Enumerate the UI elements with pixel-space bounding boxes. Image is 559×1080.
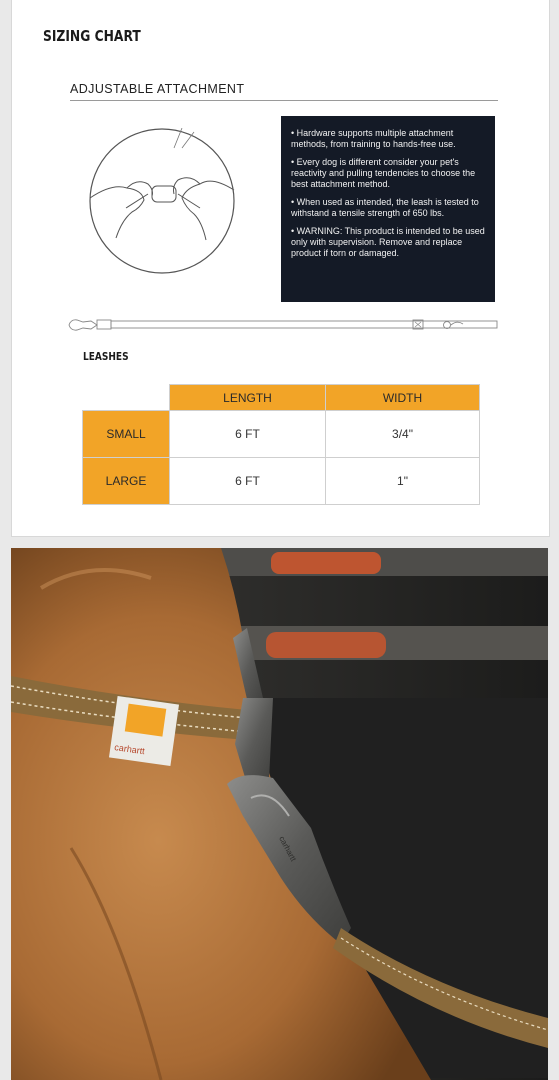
table-corner <box>83 385 170 411</box>
cell-length: 6 FT <box>170 411 326 458</box>
leashes-heading: LEASHES <box>83 350 129 363</box>
row-size-small: SMALL <box>83 411 170 458</box>
info-bullet: • Hardware supports multiple attachment methods, from training to hands-free use. <box>291 128 456 149</box>
sizing-chart-card <box>11 0 550 537</box>
heading-divider <box>70 100 498 101</box>
attachment-heading: ADJUSTABLE ATTACHMENT <box>70 82 245 96</box>
table-header-row <box>83 385 480 411</box>
header-length: LENGTH <box>170 385 326 411</box>
table-row <box>83 411 480 458</box>
size-table <box>82 384 480 505</box>
dog-leash-photo <box>11 548 548 1080</box>
row-size-large: LARGE <box>83 458 170 505</box>
leash-diagram <box>67 316 499 334</box>
cell-width: 3/4" <box>326 411 480 458</box>
info-box <box>281 116 495 302</box>
clip-brand-text: carhartt <box>277 834 298 863</box>
cell-width: 1" <box>326 458 480 505</box>
hand-attachment-illustration <box>82 128 242 288</box>
info-bullet: • When used as intended, the leash is tested to withstand a tensile strength of 650 lbs. <box>291 197 479 218</box>
cell-length: 6 FT <box>170 458 326 505</box>
label-brand-text: carhartt <box>113 742 146 757</box>
page-title: SIZING CHART <box>43 27 141 45</box>
info-bullet: • Every dog is different consider your pet's reactivity and pulling tendencies to choose the best attachment method. <box>291 157 476 189</box>
table-row <box>83 458 480 505</box>
photo-illustration <box>11 548 548 1080</box>
info-bullet: • WARNING: This product is intended to be used only with supervision. Remove and replace product if torn or damaged. <box>291 226 485 258</box>
header-width: WIDTH <box>326 385 480 411</box>
